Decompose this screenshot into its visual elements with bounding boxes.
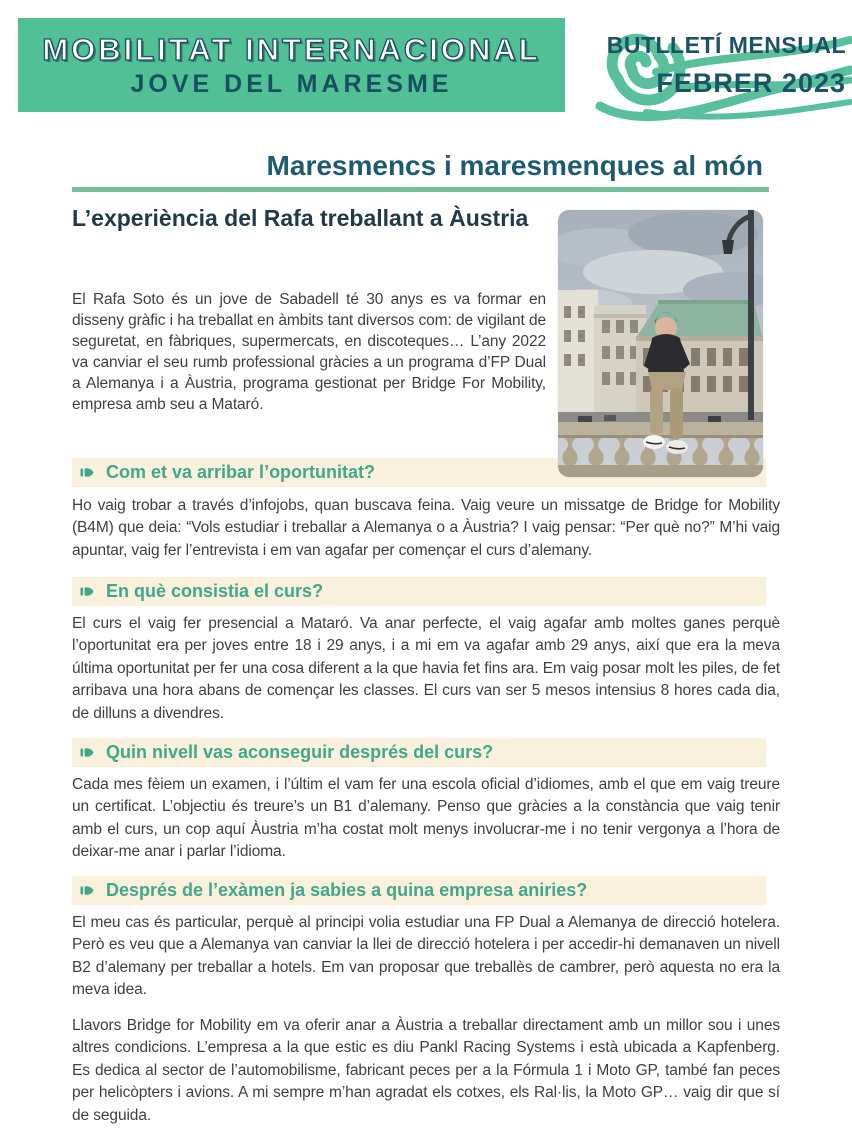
article-photo bbox=[558, 210, 763, 477]
masthead-date: FEBRER 2023 bbox=[656, 68, 846, 98]
answer-paragraph: Ho vaig trobar a través d’infojobs, quan buscava feina. Vaig veure un missatge de Bridge for Mobility (B4M) que deia: “Vols estudiar i treballar a Alemanya o a Àustria? I vaig pensar: “Per què no?” M’hi vaig apuntar, vaig fer l’entrevista i em van agafar per començar el curs d’alemany. bbox=[72, 497, 780, 559]
question-label: Després de l’exàmen ja sabies a quina empresa aniries? bbox=[106, 880, 588, 900]
question-bar-2 bbox=[72, 577, 766, 606]
answer-paragraph: Llavors Bridge for Mobility em va oferir anar a Àustria a treballar directament amb un millor sou i unes altres condicions. L’empresa a la que estic es diu Pankl Racing Systems i està ubicada a Kapfenberg. Es dedica al sector de l’automobilisme, fabricant peces per a la Fórmula 1 i Moto GP, també fan peces per helicòpters i avions. A mi sempre m’han agradat els cotxes, els Ral·lis, la Moto GP… vaig dir que sí de seguida. bbox=[72, 1017, 780, 1124]
page-title: Maresmencs i maresmenques al món bbox=[266, 150, 763, 181]
question-label: Com et va arribar l’oportunitat? bbox=[106, 462, 376, 482]
question-bar-3 bbox=[72, 738, 766, 767]
masthead-title: BUTLLETÍ MENSUAL bbox=[606, 32, 846, 58]
banner-title: MOBILITAT INTERNACIONAL bbox=[42, 31, 541, 67]
banner-subtitle: JOVE DEL MARESME bbox=[130, 69, 453, 98]
question-marker-icon bbox=[80, 883, 95, 898]
question-marker-icon bbox=[80, 584, 95, 599]
question-marker-icon bbox=[80, 745, 95, 760]
masthead bbox=[584, 12, 852, 132]
title-divider bbox=[72, 187, 769, 192]
article-intro: El Rafa Soto és un jove de Sabadell té 30 anys es va formar en disseny gràfic i ha treballat en àmbits tant diversos com: de vigilant de seguretat, en fàbriques, supermercats, en discoteques… L’any 2022 va canviar el seu rumb professional gràcies a un programa d’FP Dual a Alemanya i a Àustria, programa gestionat per Bridge For Mobility, empresa amb seu a Mataró. bbox=[72, 291, 546, 413]
answer-paragraph: El curs el vaig fer presencial a Mataró. Va anar perfecte, el vaig agafar amb moltes ganes perquè l’oportunitat era per joves entre 18 i 29 anys, i a mi em va agafar amb 29 anys, així que era la meva última oportunitat per fer una cosa diferent a la que havia fet fins ara. Em vaig posar molt les piles, de fet arribava una hora abans de començar les classes. El curs van ser 5 mesos intensius 8 hores cada dia, de dilluns a divendres. bbox=[72, 615, 780, 722]
question-bar-4 bbox=[72, 876, 766, 905]
vienna-photo-illustration bbox=[558, 210, 763, 477]
answer-paragraph: Cada mes fèiem un examen, i l’últim el vam fer una escola oficial d’idiomes, amb el que em vaig treure un certificat. L’objectiu és treure’s un B1 d’alemany. Penso que gràcies a la constància que vaig tenir amb el curs, un cop aquí Àustria m’ha costat molt menys involucrar-me i no tenir vergonya a l’hora de deixar-me anar i parlar l’idioma. bbox=[72, 776, 780, 861]
article-heading: L’experiència del Rafa treballant a Àustria bbox=[72, 205, 529, 231]
question-label: En què consistia el curs? bbox=[106, 581, 324, 601]
question-marker-icon bbox=[80, 465, 95, 480]
answer-paragraph: El meu cas és particular, perquè al principi volia estudiar una FP Dual a Alemanya de direcció hotelera. Però es veu que a Alemanya van canviar la llei de direcció hotelera i per accedir-hi demanaven un nivell B2 d’alemany per treballar a hotels. Em van proposar que treballès de cambrer, però aquesta no era la meva idea. bbox=[72, 914, 780, 999]
question-label: Quin nivell vas aconseguir després del curs? bbox=[106, 742, 494, 762]
newsletter-banner bbox=[18, 18, 565, 112]
